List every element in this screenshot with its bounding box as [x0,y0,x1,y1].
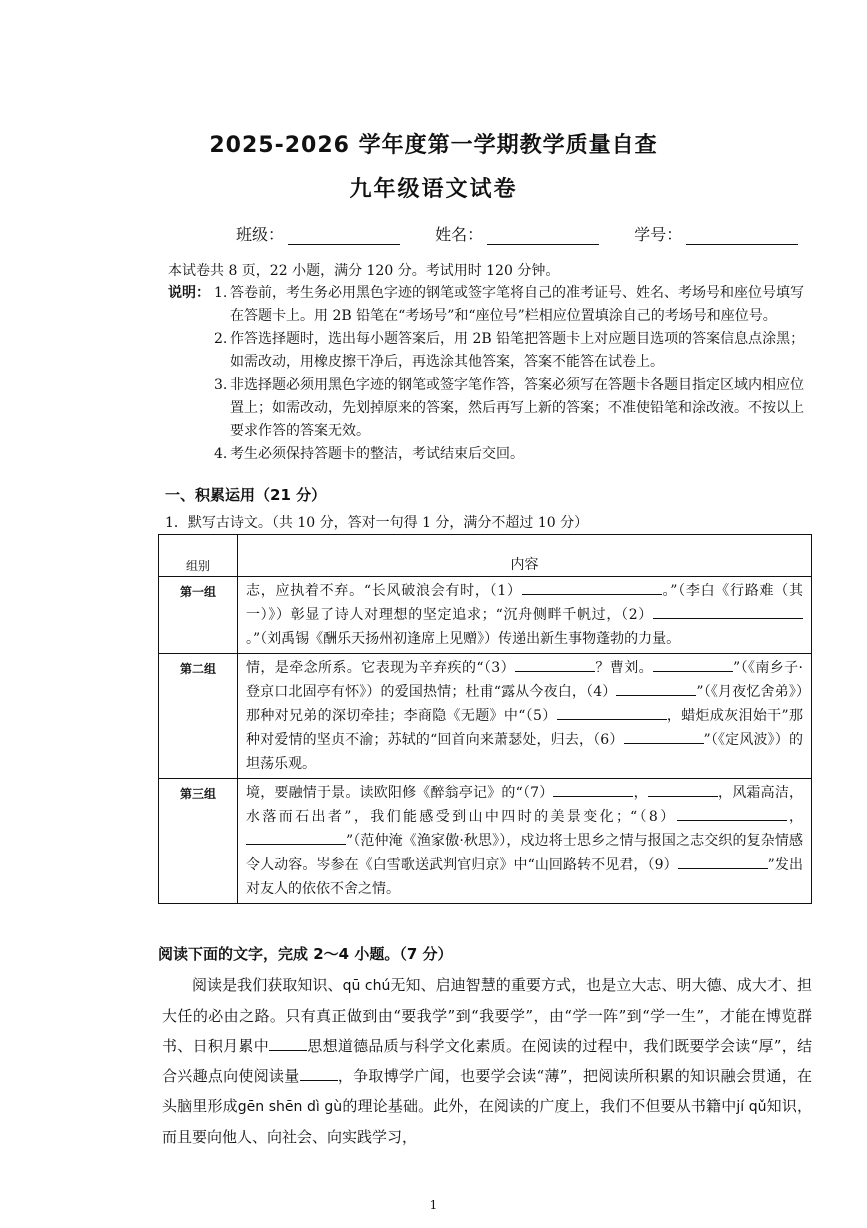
instruction-number: 2. [214,331,228,347]
answer-blank-8b[interactable] [246,830,346,845]
poem-recitation-table [158,534,812,904]
passage-text: 无知、启迪智慧的重要方式，也是立大志、明大德、成大才、担大任的必由之路。只有真正做到由“要我学”到“我要学”，由“学一阵”到“学一生”，才能在博览群书、日积月累中 [162,976,812,1055]
instruction-text: 答卷前，考生务必用黑色字迹的钢笔或签字笔将自己的准考证号、姓名、考场号和座位号填写在答题卡上。用 2B 铅笔在“考场号”和“座位号”栏相应位置填涂自己的考场号和座位号。 [230,285,804,324]
content-text: 志，应执着不弃。“长风破浪会有时，（1） [246,583,522,599]
answer-blank-2[interactable] [653,604,803,619]
instructions-label: 说明： [168,285,210,301]
name-label: 姓名： [435,225,484,244]
instruction-number: 4. [214,446,228,462]
pinyin-prompt: qū chú [342,978,391,994]
group-label: 第一组 [159,577,238,654]
answer-blank-4[interactable] [616,681,696,696]
instruction-number: 3. [214,377,228,393]
fill-blank-b[interactable] [300,1066,338,1081]
table-row [159,654,812,779]
student-id-field[interactable] [634,222,798,245]
instruction-item [214,443,808,466]
instruction-item [214,374,808,443]
table-row [159,779,812,904]
content-text: ”（《南乡子·登京口北固亭有怀》）的爱国热情；杜甫“露从今夜白，（4） [246,660,804,700]
instruction-text: 非选择题必须用黑色字迹的钢笔或签字笔作答，答案必须写在答题卡各题目指定区域内相应位置上；如需改动，先划掉原来的答案，然后再写上新的答案；不准使铅笔和涂改液。不按以上要求作答的答案无效。 [230,377,804,439]
group-label: 第三组 [159,779,238,904]
group-content [238,577,812,654]
question-1-prompt: 1．默写古诗文。（共 10 分，答对一句得 1 分，满分不超过 10 分） [165,515,589,531]
content-text: ”（范仲淹《渔家傲·秋思》），戍边将士思乡之情与报国之志交织的复杂情感令人动容。岑参在《白雪歌送武判官归京》中“山回路转不见君，（9） [246,833,803,873]
instructions [168,282,808,466]
column-header-group: 组别 [159,535,238,577]
content-text: ”（《月夜忆舍弟》）那种对兄弟的深切牵挂；李商隐《无题》中“（5） [246,684,803,724]
reading-paragraph [162,970,812,1152]
passage-text: ，争取博学广闻，也要学会读“薄”，把阅读所积累的知识融会贯通，在头脑里形成 [162,1067,812,1115]
class-label: 班级： [236,225,285,244]
passage-text: 思想道德品质与科学文化素质。在阅读的过程中，我们既要学会读“厚”，结合兴趣点向使阅读量 [162,1037,812,1085]
content-text: ，蜡炬成灰泪始干”那种对爱情的坚贞不渝；苏轼的“回首向来萧瑟处，归去，（6） [246,708,803,748]
answer-blank-1[interactable] [522,580,662,595]
content-text: 。”（刘禹锡《酬乐天扬州初逢席上见赠》）传递出新生事物蓬勃的力量。 [246,631,681,647]
table-row [159,577,812,654]
instruction-item [214,328,808,374]
pinyin-prompt: jí qǔ [736,1099,767,1115]
instructions-list [168,282,808,466]
instruction-text: 作答选择题时，选出每小题答案后，用 2B 铅笔把答题卡上对应题目选项的答案信息点涂黑；如需改动，用橡皮擦干净后，再选涂其他答案，答案不能答在试卷上。 [230,331,805,370]
exam-subtitle: 九年级语文试卷 [349,177,518,202]
exam-title: 2025-2026 学年度第一学期教学质量自查 [209,133,658,158]
instruction-text: 考生必须保持答题卡的整洁，考试结束后交回。 [230,446,524,462]
content-text: ， [633,785,648,801]
class-blank[interactable] [288,228,400,245]
answer-blank-6[interactable] [624,729,704,744]
content-text: ， [786,809,803,825]
passage-text: 的理论基础。此外，在阅读的广度上，我们不但要从书籍中 [342,1097,737,1115]
exam-intro: 本试卷共 8 页，22 小题，满分 120 分。考试用时 120 分钟。 [168,263,560,279]
name-field[interactable] [435,222,599,245]
passage-text: 知识，而且要向他人、向社会、向实践学习， [162,1097,812,1146]
student-info-row [236,222,828,245]
student-id-label: 学号： [634,225,683,244]
instruction-item [214,282,808,328]
answer-blank-3a[interactable] [515,657,595,672]
content-text: 情，是牵念所系。它表现为辛弃疾的“（3） [246,660,516,676]
group-content [238,779,812,904]
pinyin-prompt: gēn shēn dì gù [237,1099,343,1115]
name-blank[interactable] [487,228,599,245]
answer-blank-7b[interactable] [648,782,718,797]
passage-text: 阅读是我们获取知识、 [192,976,343,994]
answer-blank-7a[interactable] [553,782,633,797]
student-id-blank[interactable] [686,228,798,245]
answer-blank-5[interactable] [557,705,667,720]
reading-section-heading: 阅读下面的文字，完成 2～4 小题。（7 分） [158,945,453,963]
content-text: ”发出对友人的依依不舍之情。 [246,857,803,897]
class-field[interactable] [236,222,400,245]
fill-blank-a[interactable] [269,1036,307,1051]
content-text: ？曹刘。 [595,660,654,676]
group-label: 第二组 [159,654,238,779]
column-header-content: 内容 [238,535,812,577]
content-text: 。”（李白《行路难（其一）》）彰显了诗人对理想的坚定追求；“沉舟侧畔千帆过，（2） [246,583,803,623]
answer-blank-8a[interactable] [677,806,787,821]
content-text: ，风霜高洁，水落而石出者”，我们能感受到山中四时的美景变化；“（8） [246,785,804,825]
section-heading-accumulation: 一、积累运用（21 分） [165,486,327,504]
reading-passage [162,970,812,1152]
table-header-row [159,535,812,577]
instruction-number: 1. [214,285,228,301]
content-text: 境，要融情于景。读欧阳修《醉翁亭记》的“（7） [246,785,554,801]
answer-blank-3b[interactable] [653,657,733,672]
content-text: ”（《定风波》）的坦荡乐观。 [246,732,803,772]
group-content [238,654,812,779]
page-number: 1 [429,1198,438,1212]
answer-blank-9[interactable] [678,854,768,869]
